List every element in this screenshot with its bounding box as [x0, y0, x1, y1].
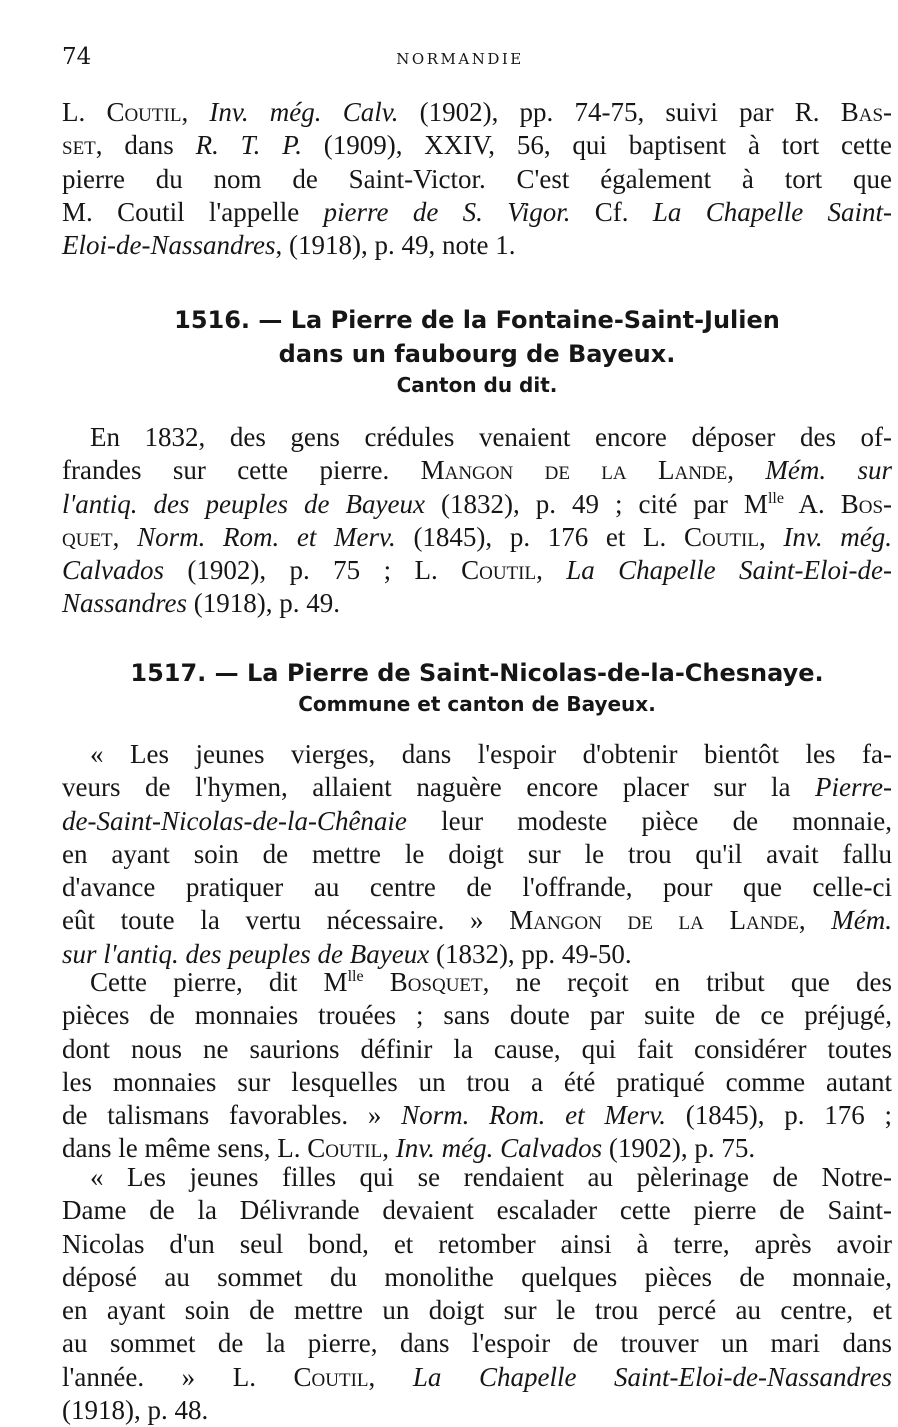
- text-line: quet, Norm. Rom. et Merv. (1845), p. 176 et L. Coutil, Inv. még.: [62, 521, 893, 552]
- entry-1517-paragraph-2: [62, 966, 892, 1166]
- page-header: [62, 44, 858, 76]
- running-title: NORMANDIE: [396, 50, 524, 68]
- text-line: veurs de l'hymen, allaient naguère encore placer sur la Pierre-: [62, 772, 892, 803]
- text-line: en ayant soin de mettre le doigt sur le trou qu'il avait fallu: [62, 838, 892, 869]
- text-line: dont nous ne saurions définir la cause, qui fait considérer toutes: [62, 1033, 892, 1064]
- text-line: M. Coutil l'appelle pierre de S. Vigor. Cf. La Chapelle Saint-: [62, 196, 892, 227]
- entry-1516-paragraph: [62, 421, 892, 621]
- text-line: L. Coutil, Inv. még. Calv. (1902), pp. 74-75, suivi par R. Bas-: [62, 97, 893, 127]
- entry-title: 1517. — La Pierre de Saint-Nicolas-de-la-Chesnaye.: [130, 659, 824, 687]
- text-line: l'antiq. des peuples de Bayeux (1832), p. 49 ; cité par $M^{lle}$ A. Bos-: [62, 488, 893, 519]
- text-line: set, dans R. T. P. (1909), XXIV, 56, qui baptisent à tort cette: [62, 130, 892, 161]
- text-line: Cette pierre, dit $M^{lle}$ Bosquet, ne reçoit en tribut que des: [90, 967, 893, 997]
- text-line: au sommet de la pierre, dans l'espoir de trouver un mari dans: [62, 1328, 892, 1359]
- text-line: l'année. » L. Coutil, La Chapelle Saint-Eloi-de-Nassandres: [62, 1361, 892, 1392]
- text-line: dans le même sens, L. Coutil, Inv. még. Calvados (1902), p. 75.: [62, 1133, 756, 1164]
- entry-subtitle: Commune et canton de Bayeux.: [298, 692, 656, 716]
- text-line: Nassandres (1918), p. 49.: [62, 588, 341, 619]
- text-line: sur l'antiq. des peuples de Bayeux (1832), pp. 49-50.: [62, 938, 632, 969]
- intro-paragraph: [62, 96, 892, 262]
- entry-1517-paragraph-3: [62, 1161, 892, 1427]
- text-line: de-Saint-Nicolas-de-la-Chênaie leur modeste pièce de monnaie,: [62, 805, 892, 836]
- entry-1516-heading: [62, 303, 892, 399]
- entry-1517-paragraph-1: [62, 738, 892, 971]
- text-line: « Les jeunes vierges, dans l'espoir d'obtenir bientôt les fa-: [90, 739, 892, 769]
- entry-subtitle: Canton du dit.: [396, 373, 558, 397]
- text-line: Eloi-de-Nassandres, (1918), p. 49, note 1.: [62, 230, 516, 261]
- entry-1517-heading: [62, 656, 892, 718]
- text-line: Calvados (1902), p. 75 ; L. Coutil, La Chapelle Saint-Eloi-de-: [62, 555, 893, 586]
- text-line: pièces de monnaies trouées ; sans doute par suite de ce préjugé,: [62, 1000, 892, 1031]
- text-line: en ayant soin de mettre un doigt sur le trou percé au centre, et: [62, 1295, 892, 1326]
- text-line: eût toute la vertu nécessaire. » Mangon de la Lande, Mém.: [62, 905, 892, 936]
- text-line: d'avance pratiquer au centre de l'offrande, pour que celle-ci: [62, 872, 892, 903]
- text-line: Dame de la Délivrande devaient escalader cette pierre de Saint-: [62, 1195, 892, 1226]
- entry-title: 1516. — La Pierre de la Fontaine-Saint-Julien: [174, 306, 780, 334]
- page-number: 74: [62, 44, 92, 70]
- entry-title: dans un faubourg de Bayeux.: [278, 340, 676, 368]
- text-line: En 1832, des gens crédules venaient encore déposer des of-: [90, 422, 892, 452]
- text-line: Nicolas d'un seul bond, et retomber ainsi à terre, après avoir: [62, 1228, 892, 1259]
- text-line: « Les jeunes filles qui se rendaient au pèlerinage de Notre-: [90, 1162, 892, 1192]
- text-line: déposé au sommet du monolithe quelques pièces de monnaie,: [62, 1261, 892, 1292]
- text-line: de talismans favorables. » Norm. Rom. et Merv. (1845), p. 176 ;: [62, 1100, 892, 1131]
- text-line: frandes sur cette pierre. Mangon de la Lande, Mém. sur: [62, 455, 893, 486]
- text-line: pierre du nom de Saint-Victor. C'est également à tort que: [62, 163, 892, 194]
- text-line: (1918), p. 48.: [62, 1395, 209, 1426]
- text-line: les monnaies sur lesquelles un trou a été pratiqué comme autant: [62, 1066, 892, 1097]
